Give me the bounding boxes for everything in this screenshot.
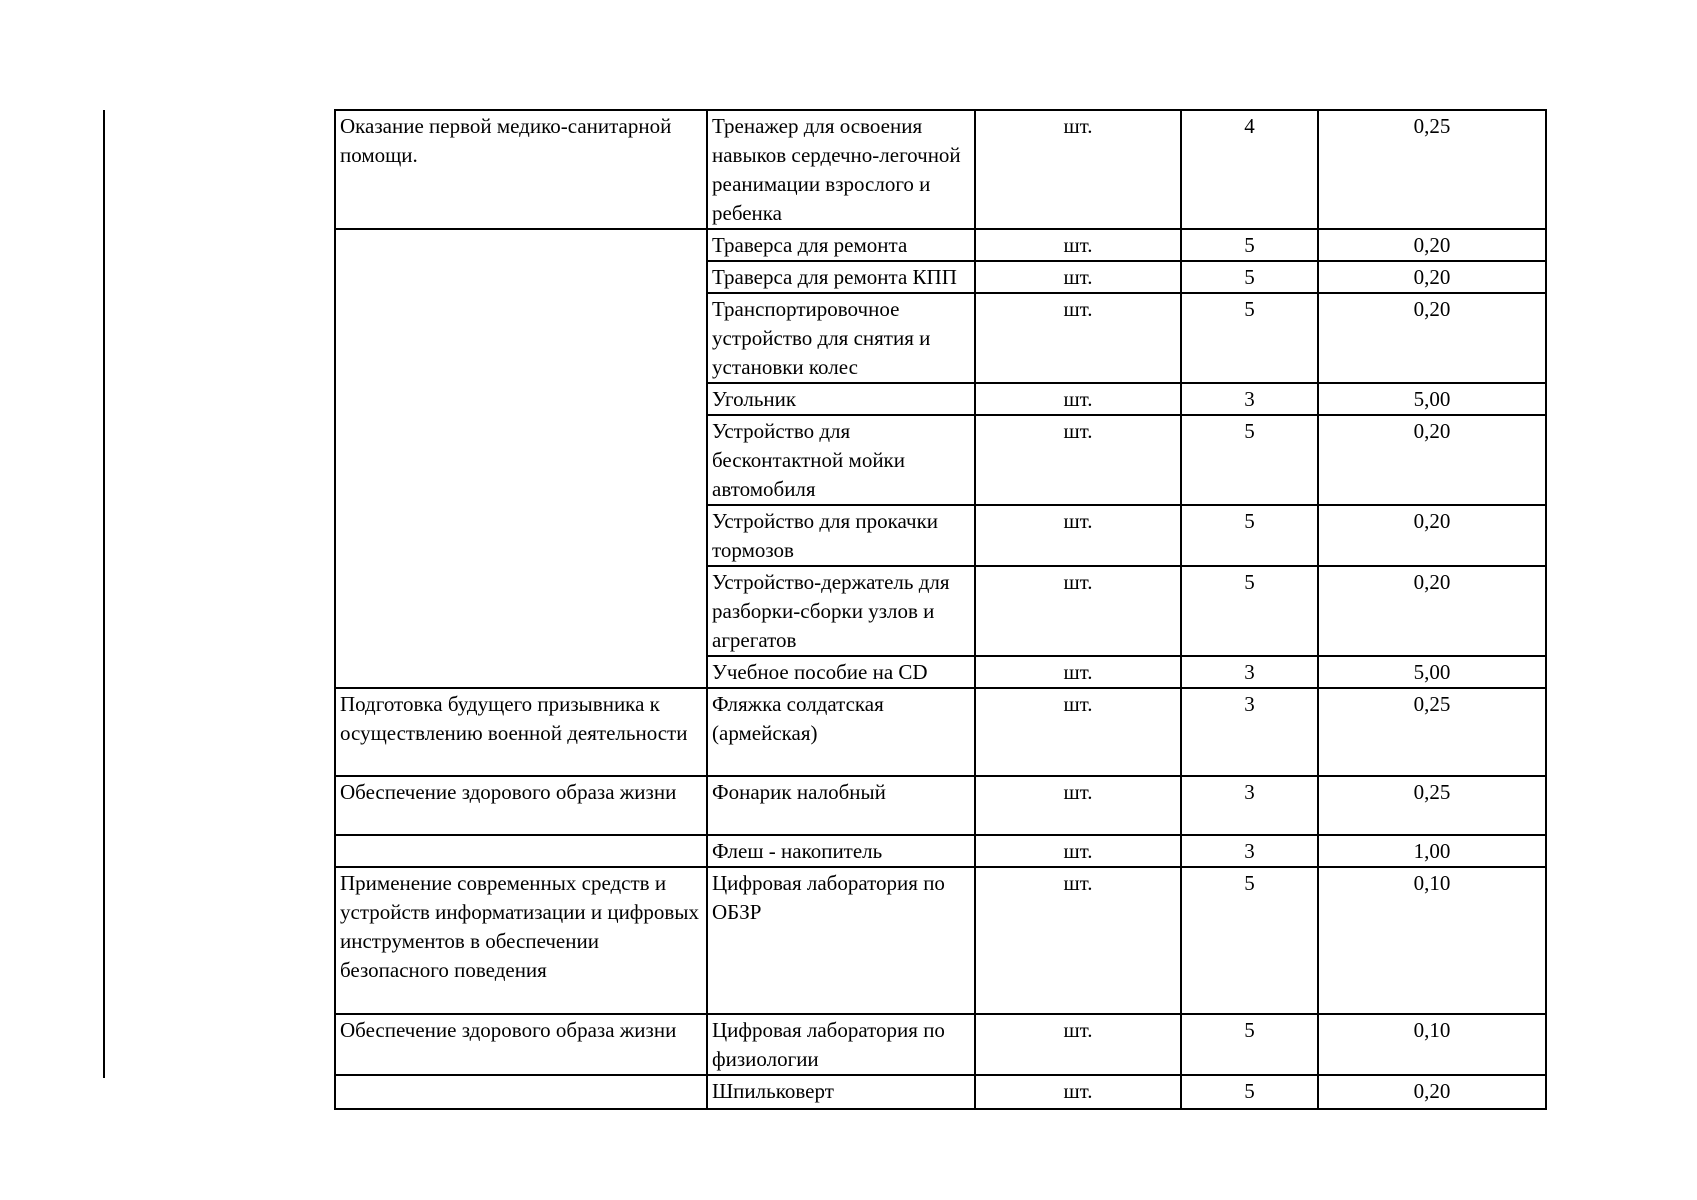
item-cell: Устройство для прокачки тормозов xyxy=(707,505,975,566)
unit-cell: шт. xyxy=(975,505,1181,566)
item-cell: Цифровая лаборатория по ОБЗР xyxy=(707,867,975,1014)
item-cell: Учебное пособие на CD xyxy=(707,656,975,688)
norm-cell: 5,00 xyxy=(1318,383,1546,415)
item-cell: Устройство для бесконтактной мойки автомобиля xyxy=(707,415,975,505)
item-cell: Транспортировочное устройство для снятия и установки колес xyxy=(707,293,975,383)
table-row xyxy=(335,229,1546,261)
table-row xyxy=(335,867,1546,1014)
quantity-cell: 3 xyxy=(1181,656,1318,688)
table-row xyxy=(335,110,1546,229)
quantity-cell: 4 xyxy=(1181,110,1318,229)
unit-cell: шт. xyxy=(975,261,1181,293)
equipment-table xyxy=(334,109,1547,1110)
unit-cell: шт. xyxy=(975,415,1181,505)
norm-cell: 0,20 xyxy=(1318,566,1546,656)
quantity-cell: 5 xyxy=(1181,1014,1318,1075)
norm-cell: 0,20 xyxy=(1318,1075,1546,1109)
norm-cell: 0,20 xyxy=(1318,261,1546,293)
quantity-cell: 5 xyxy=(1181,261,1318,293)
item-cell: Фляжка солдатская (армейская) xyxy=(707,688,975,776)
topic-cell xyxy=(335,1075,707,1109)
item-cell: Угольник xyxy=(707,383,975,415)
topic-cell xyxy=(335,229,707,688)
left-margin-rule xyxy=(103,110,105,1078)
unit-cell: шт. xyxy=(975,1014,1181,1075)
quantity-cell: 5 xyxy=(1181,505,1318,566)
item-cell: Цифровая лаборатория по физиологии xyxy=(707,1014,975,1075)
topic-cell: Обеспечение здорового образа жизни xyxy=(335,1014,707,1075)
item-cell: Тренажер для освоения навыков сердечно-легочной реанимации взрослого и ребенка xyxy=(707,110,975,229)
norm-cell: 0,20 xyxy=(1318,505,1546,566)
norm-cell: 0,20 xyxy=(1318,229,1546,261)
norm-cell: 0,10 xyxy=(1318,1014,1546,1075)
unit-cell: шт. xyxy=(975,867,1181,1014)
unit-cell: шт. xyxy=(975,835,1181,867)
unit-cell: шт. xyxy=(975,688,1181,776)
norm-cell: 1,00 xyxy=(1318,835,1546,867)
table-row xyxy=(335,688,1546,776)
quantity-cell: 3 xyxy=(1181,835,1318,867)
item-cell: Шпильковерт xyxy=(707,1075,975,1109)
quantity-cell: 5 xyxy=(1181,566,1318,656)
quantity-cell: 3 xyxy=(1181,688,1318,776)
quantity-cell: 5 xyxy=(1181,415,1318,505)
item-cell: Устройство-держатель для разборки-сборки узлов и агрегатов xyxy=(707,566,975,656)
quantity-cell: 5 xyxy=(1181,293,1318,383)
quantity-cell: 5 xyxy=(1181,1075,1318,1109)
item-cell: Фонарик налобный xyxy=(707,776,975,835)
unit-cell: шт. xyxy=(975,229,1181,261)
norm-cell: 0,20 xyxy=(1318,293,1546,383)
quantity-cell: 5 xyxy=(1181,229,1318,261)
quantity-cell: 3 xyxy=(1181,383,1318,415)
unit-cell: шт. xyxy=(975,293,1181,383)
norm-cell: 0,25 xyxy=(1318,688,1546,776)
topic-cell: Оказание первой медико-санитарной помощи. xyxy=(335,110,707,229)
norm-cell: 0,20 xyxy=(1318,415,1546,505)
unit-cell: шт. xyxy=(975,566,1181,656)
unit-cell: шт. xyxy=(975,383,1181,415)
item-cell: Траверса для ремонта КПП xyxy=(707,261,975,293)
norm-cell: 0,25 xyxy=(1318,110,1546,229)
table-row xyxy=(335,1014,1546,1075)
table-row xyxy=(335,776,1546,835)
norm-cell: 0,25 xyxy=(1318,776,1546,835)
unit-cell: шт. xyxy=(975,776,1181,835)
item-cell: Флеш - накопитель xyxy=(707,835,975,867)
table-row xyxy=(335,1075,1546,1109)
topic-cell: Подготовка будущего призывника к осуществлению военной деятельности xyxy=(335,688,707,776)
unit-cell: шт. xyxy=(975,656,1181,688)
norm-cell: 0,10 xyxy=(1318,867,1546,1014)
topic-cell: Обеспечение здорового образа жизни xyxy=(335,776,707,835)
table-row xyxy=(335,835,1546,867)
quantity-cell: 5 xyxy=(1181,867,1318,1014)
quantity-cell: 3 xyxy=(1181,776,1318,835)
topic-cell: Применение современных средств и устройств информатизации и цифровых инструментов в обеспечении безопасного поведения xyxy=(335,867,707,1014)
unit-cell: шт. xyxy=(975,1075,1181,1109)
item-cell: Траверса для ремонта xyxy=(707,229,975,261)
unit-cell: шт. xyxy=(975,110,1181,229)
topic-cell xyxy=(335,835,707,867)
norm-cell: 5,00 xyxy=(1318,656,1546,688)
